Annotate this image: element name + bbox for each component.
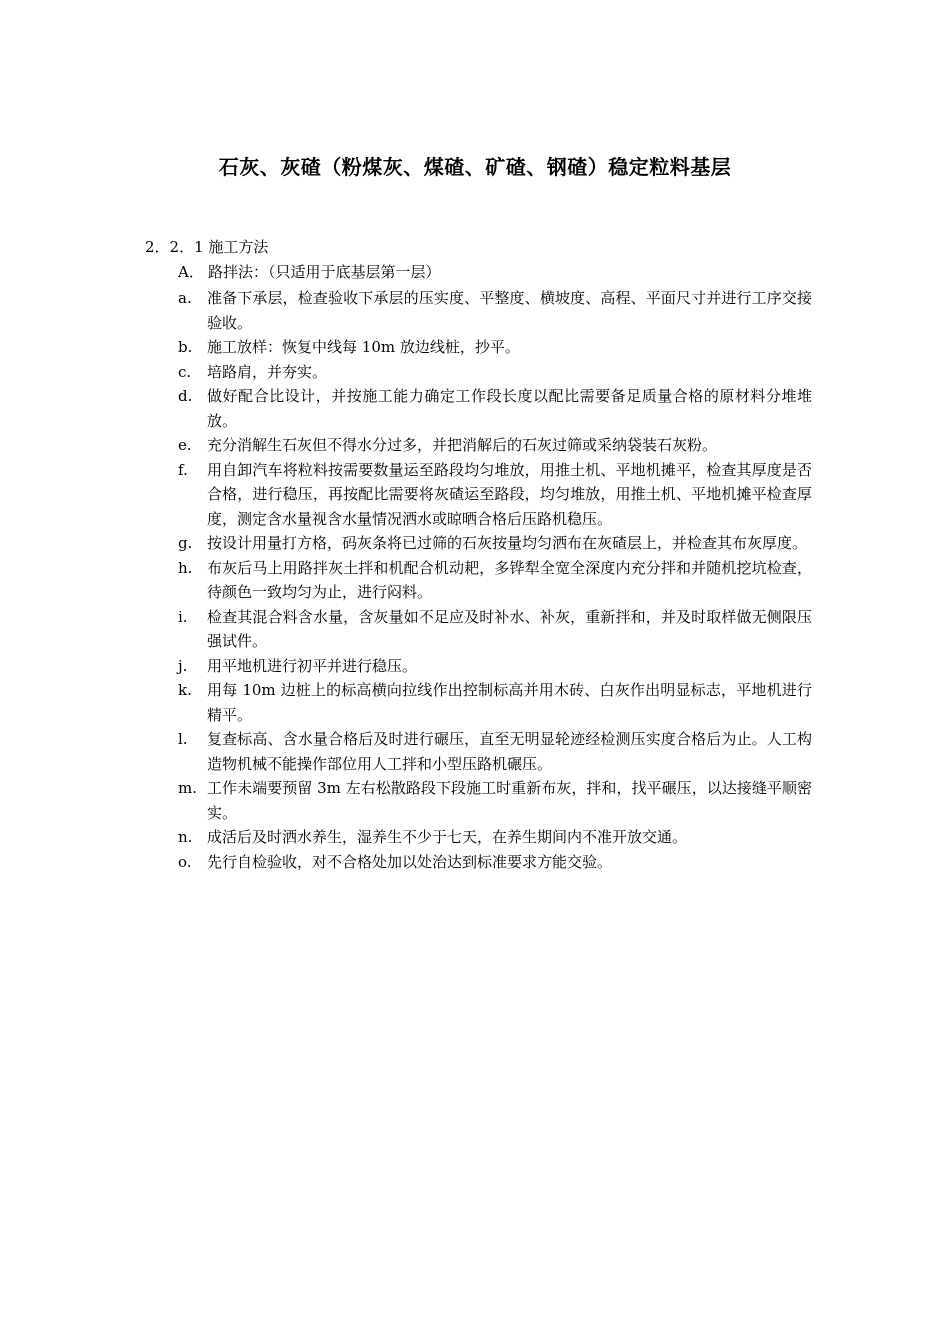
list-item-text: 培路肩，并夯实。 bbox=[207, 362, 328, 381]
list-item-text: 复查标高、含水量合格后及时进行碾压，直至无明显轮迹经检测压实度合格后为止。人工构造物机械不能操作部位用人工拌和小型压路机碾压。 bbox=[207, 730, 812, 773]
list-item-marker: g. bbox=[178, 534, 193, 552]
list-item bbox=[178, 531, 812, 556]
list-item-marker: c. bbox=[178, 362, 192, 381]
list-item bbox=[178, 335, 812, 360]
list-item-text: 施工放样：恢复中线每 10m 放边线桩，抄平。 bbox=[207, 338, 520, 356]
list-item-text: 用自卸汽车将粒料按需要数量运至路段均匀堆放，用推土机、平地机摊平，检查其厚度是否合格，进行稳压，再按配比需要将灰碴运至路段，均匀堆放，用推土机、平地机摊平检查厚度，测定含水量视含水量情况洒水或晾晒合格后压路机稳压。 bbox=[207, 460, 812, 528]
list-item-text: 先行自检验收，对不合格处加以处治达到标准要求方能交验。 bbox=[207, 852, 613, 871]
list-item bbox=[178, 360, 812, 385]
list-item bbox=[178, 286, 812, 335]
list-item-marker: f. bbox=[178, 460, 188, 479]
list-item bbox=[178, 654, 812, 679]
list-item-marker: d. bbox=[178, 387, 193, 405]
document-title: 石灰、灰碴（粉煤灰、煤碴、矿碴、钢碴）稳定粒料基层 bbox=[218, 155, 732, 179]
list-item-text: 准备下承层，检查验收下承层的压实度、平整度、横坡度、高程、平面尺寸并进行工序交接验收。 bbox=[207, 289, 812, 332]
list-item bbox=[178, 433, 812, 458]
list-item-marker: o. bbox=[178, 852, 192, 871]
list-item bbox=[178, 825, 812, 850]
list-item-marker: h. bbox=[178, 558, 193, 577]
list-item bbox=[178, 850, 812, 875]
list-item-marker: e. bbox=[178, 436, 192, 454]
sub-heading bbox=[178, 261, 441, 282]
list-item-marker: a. bbox=[178, 289, 192, 307]
section-heading: 2．2．1 施工方法 bbox=[145, 238, 269, 256]
list-item-text: 做好配合比设计，并按施工能力确定工作段长度以配比需要备足质量合格的原材料分堆堆放。 bbox=[207, 387, 812, 430]
list-item-marker: l. bbox=[178, 730, 188, 748]
list-item-text: 按设计用量打方格，码灰条将已过筛的石灰按量均匀洒布在灰碴层上，并检查其布灰厚度。 bbox=[207, 534, 808, 552]
list-item bbox=[178, 605, 812, 654]
procedure-list bbox=[178, 286, 812, 874]
list-item-marker: b. bbox=[178, 338, 193, 356]
list-item bbox=[178, 776, 812, 825]
sub-heading-text: 路拌法：（只适用于底基层第一层） bbox=[208, 263, 441, 281]
sub-heading-marker: A． bbox=[178, 263, 204, 281]
list-item-text: 充分消解生石灰但不得水分过多，并把消解后的石灰过筛或采纳袋装石灰粉。 bbox=[207, 436, 718, 454]
list-item-text: 布灰后马上用路拌灰土拌和机配合机动耙，多铧犁全宽全深度内充分拌和并随机挖坑检查，待颜色一致均匀为止，进行闷料。 bbox=[207, 558, 812, 601]
list-item-text: 用平地机进行初平并进行稳压。 bbox=[207, 656, 418, 675]
list-item bbox=[178, 384, 812, 433]
list-item-marker: j. bbox=[178, 656, 188, 675]
list-item-text: 工作未端要预留 3m 左右松散路段下段施工时重新布灰，拌和，找平碾压，以达接缝平顺密实。 bbox=[207, 779, 812, 822]
list-item-marker: n. bbox=[178, 828, 193, 846]
list-item-text: 用每 10m 边桩上的标高横向拉线作出控制标高并用木砖、白灰作出明显标志，平地机进行精平。 bbox=[207, 681, 812, 724]
list-item bbox=[178, 678, 812, 727]
list-item-text: 检查其混合料含水量，含灰量如不足应及时补水、补灰，重新拌和，并及时取样做无侧限压强试件。 bbox=[207, 607, 812, 650]
list-item bbox=[178, 727, 812, 776]
list-item bbox=[178, 458, 812, 532]
list-item-marker: m. bbox=[178, 779, 197, 797]
list-item-marker: i. bbox=[178, 607, 188, 626]
list-item-text: 成活后及时洒水养生，湿养生不少于七天，在养生期间内不准开放交通。 bbox=[207, 828, 688, 846]
list-item-marker: k. bbox=[178, 681, 192, 699]
list-item bbox=[178, 556, 812, 605]
